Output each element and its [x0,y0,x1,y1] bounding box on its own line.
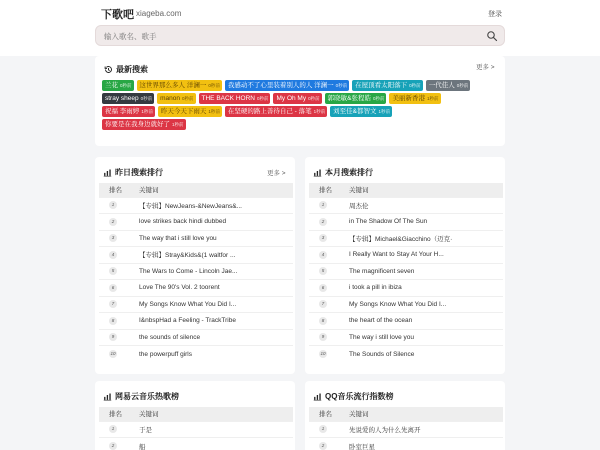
search-bar [95,25,505,46]
rank-badge: 1 [319,201,327,209]
qq-chart-table [309,407,503,450]
table-row[interactable] [99,438,293,450]
search-tag[interactable] [199,93,271,104]
rank-badge: 6 [109,284,117,292]
table-row[interactable] [99,197,293,214]
table-row[interactable] [309,214,503,231]
tag-row [102,80,502,91]
table-row[interactable] [99,214,293,231]
search-tag-text: 一代佳人 [428,82,455,89]
rank-cell [99,214,139,231]
table-row[interactable] [99,247,293,264]
keyword-link[interactable]: The way i still love you [349,329,503,346]
rank-cell [99,197,139,214]
search-tag[interactable] [102,106,155,117]
keyword-link[interactable]: Love The 90's Vol. 2 toorent [139,280,293,297]
column-header-keyword: 关键词 [139,407,293,421]
keyword-link[interactable]: 【专辑】Stray&Kids&(1 waltfor ... [139,247,293,264]
search-tag[interactable] [389,93,440,104]
search-tag[interactable] [426,80,471,91]
keyword-link[interactable]: 【专辑】NewJeans-&NewJeans&... [139,197,293,214]
yesterday-rank-title [103,167,163,178]
table-row[interactable] [309,247,503,264]
yesterday-rank-title-text: 昨日搜索排行 [115,168,163,177]
keyword-link[interactable]: 卧室巨星 [349,438,503,450]
month-rank-table [309,183,503,362]
rank-cell [309,346,349,363]
rank-cell [99,247,139,264]
table-row[interactable] [309,313,503,330]
rank-badge: 5 [319,267,327,275]
rank-badge: 4 [319,251,327,259]
search-tag[interactable] [225,106,327,117]
keyword-link[interactable]: 周杰伦 [349,197,503,214]
keyword-link[interactable]: i took a pill in ibiza [349,280,503,297]
tag-row [102,106,502,117]
rank-cell [309,247,349,264]
keyword-link[interactable]: 先说爱的人为什么先离开 [349,421,503,438]
search-tag-time: 0秒前 [208,83,220,88]
keyword-link[interactable]: My Songs Know What You Did I... [349,296,503,313]
rank-badge: 3 [109,234,117,242]
search-tag-time: 1秒前 [172,122,184,127]
keyword-link[interactable]: I Really Want to Stay At Your H... [349,247,503,264]
search-tag-text: stray sheep [105,95,139,102]
search-tag-time: 0秒前 [182,96,194,101]
search-tag[interactable] [137,80,222,91]
netease-chart-table [99,407,293,450]
search-tag-text: 这世界那么多人 洋澜一 [139,82,207,89]
keyword-link[interactable]: the powerpuff girls [139,346,293,363]
search-tag-text: 祝福 李雨婷 [105,108,140,115]
search-tag[interactable] [102,119,186,130]
rank-cell [99,263,139,280]
table-row[interactable] [309,230,503,247]
search-tag-text: 昨天今天下雨天 [160,108,207,115]
rank-cell [309,263,349,280]
rank-badge: 2 [109,218,117,226]
search-tag-text: 兰花 [105,82,118,89]
rank-cell [99,346,139,363]
search-tag[interactable] [273,93,321,104]
keyword-link[interactable]: 船 [139,438,293,450]
keyword-link[interactable]: The way that i still love you [139,230,293,247]
search-tag-time: 0秒前 [120,83,132,88]
rank-cell [309,197,349,214]
rank-badge: 8 [319,317,327,325]
search-tag-time: 0秒前 [409,83,421,88]
chart-bar-icon [103,392,112,401]
search-tag-time: 1秒前 [426,96,439,101]
latest-search-tags [102,80,502,132]
search-tag-time: 0秒前 [140,96,153,101]
keyword-link[interactable]: 【专辑】Michael&Giacchino（迈克· [349,230,503,247]
history-icon [104,65,113,74]
search-tag[interactable] [157,93,195,104]
rank-badge: 10 [110,351,116,356]
search-tag-text: THE BACK HORN [201,95,255,102]
keyword-link[interactable]: the sounds of silence [139,329,293,346]
table-row[interactable] [309,346,503,363]
keyword-link[interactable]: The Sounds of Silence [349,346,503,363]
rank-cell [309,296,349,313]
keyword-link[interactable]: I&nbspHad a Feeling - TrackTribe [139,313,293,330]
rank-badge: 9 [109,333,117,341]
rank-cell [309,313,349,330]
rank-badge: 10 [320,351,326,356]
table-row[interactable] [99,263,293,280]
table-row[interactable] [309,263,503,280]
login-link[interactable]: 登录 [488,11,502,18]
search-tag-time: 1秒前 [378,109,390,114]
column-header-rank: 排名 [99,183,139,197]
keyword-link[interactable]: My Songs Know What You Did I... [139,296,293,313]
rank-badge: 1 [109,201,117,209]
rank-cell [99,280,139,297]
search-tag-time: 0秒前 [372,96,385,101]
search-tag-text: 我感动不了心里装着别人的人 洋澜一 [227,82,334,89]
keyword-link[interactable]: the heart of the ocean [349,313,503,330]
table-row[interactable] [99,346,293,363]
rank-cell [309,230,349,247]
rank-cell [309,438,349,450]
table-row[interactable] [99,329,293,346]
rank-cell [309,280,349,297]
netease-chart-title-text: 网易云音乐热歌榜 [115,392,179,401]
search-input[interactable] [104,29,474,43]
search-tag-time: 0秒前 [256,96,269,101]
table-row[interactable] [309,438,503,450]
table-row[interactable] [309,280,503,297]
table-row[interactable] [99,313,293,330]
rank-cell [99,329,139,346]
qq-chart-title-text: QQ音乐流行指数榜 [325,392,394,401]
search-tag-text: 刘至佳&都智文 [333,108,377,115]
rank-cell [309,421,349,438]
rank-badge: 8 [109,317,117,325]
rank-cell [99,438,139,450]
chart-bar-icon [313,168,322,177]
rank-badge: 2 [319,442,327,450]
table-row[interactable] [309,421,503,438]
table-row[interactable] [99,230,293,247]
keyword-link[interactable]: love strikes back hindi dubbed [139,214,293,231]
rank-badge: 5 [109,267,117,275]
column-header-rank: 排名 [99,407,139,421]
tag-row [102,119,502,130]
search-tag[interactable] [225,80,349,91]
search-tag-text: 美丽新香港 [392,95,425,102]
search-tag-time: 0秒前 [308,96,320,101]
rank-cell [99,296,139,313]
search-tag-time: 1秒前 [141,109,153,114]
rank-badge: 1 [109,425,117,433]
table-row[interactable] [309,197,503,214]
search-tag[interactable] [102,93,154,104]
keyword-link[interactable]: The magnificent seven [349,263,503,280]
column-header-keyword: 关键词 [349,183,503,197]
table-row[interactable] [309,329,503,346]
rank-badge: 2 [319,218,327,226]
latest-search-title [104,64,148,75]
table-row[interactable] [99,280,293,297]
search-tag-text: 郭晓敏&张程皓 [327,95,371,102]
site-domain: xiageba.com [136,9,182,18]
keyword-link[interactable]: 于是 [139,421,293,438]
table-row[interactable] [99,421,293,438]
site-logo[interactable]: 下歌吧 [101,9,134,21]
search-tag-text: My Oh My [276,95,307,102]
rank-cell [309,329,349,346]
rank-cell [99,421,139,438]
rank-badge: 9 [319,333,327,341]
table-row[interactable] [309,296,503,313]
search-tag-text: 在屋顶看太阳落下 [355,82,408,89]
month-rank-title-text: 本月搜索排行 [325,168,373,177]
rank-badge: 7 [109,300,117,308]
column-header-keyword: 关键词 [139,183,293,197]
rank-badge: 6 [319,284,327,292]
tag-row [102,93,502,104]
latest-more-link[interactable]: 更多 > [476,64,495,71]
search-tag-text: manon [160,95,180,102]
yesterday-rank-table [99,183,293,362]
search-tag-time: 1秒前 [208,109,220,114]
rank-cell [99,230,139,247]
rank-badge: 1 [319,425,327,433]
rank-cell [309,214,349,231]
rank-badge: 2 [109,442,117,450]
search-tag-time: 1秒前 [313,109,326,114]
keyword-link[interactable]: in The Shadow Of The Sun [349,214,503,231]
qq-chart-title [313,391,393,402]
search-tag-text: 在坚硬的路上善待自己 - 落笔 [227,108,312,115]
month-rank-title [313,167,373,178]
search-tag[interactable] [352,80,423,91]
search-icon[interactable] [486,30,498,42]
column-header-keyword: 关键词 [349,407,503,421]
search-tag-time: 0秒前 [456,83,469,88]
search-tag[interactable] [158,106,222,117]
search-tag[interactable] [102,80,134,91]
netease-chart-title [103,391,179,402]
rank-cell [99,313,139,330]
chart-bar-icon [313,392,322,401]
column-header-rank: 排名 [309,183,349,197]
yesterday-more-link[interactable]: 更多 > [267,170,286,177]
rank-badge: 7 [319,300,327,308]
latest-search-title-text: 最新搜索 [116,65,148,74]
rank-badge: 3 [319,234,327,242]
column-header-rank: 排名 [309,407,349,421]
site-header [0,0,600,56]
search-tag[interactable] [330,106,392,117]
search-tag-time: 0秒前 [335,83,348,88]
search-tag-text: 你要是在我身边就好了 [105,121,170,128]
rank-badge: 4 [109,251,117,259]
keyword-link[interactable]: The Wars to Come - Lincoln Jae... [139,263,293,280]
chart-bar-icon [103,168,112,177]
search-tag[interactable] [325,93,387,104]
table-row[interactable] [99,296,293,313]
